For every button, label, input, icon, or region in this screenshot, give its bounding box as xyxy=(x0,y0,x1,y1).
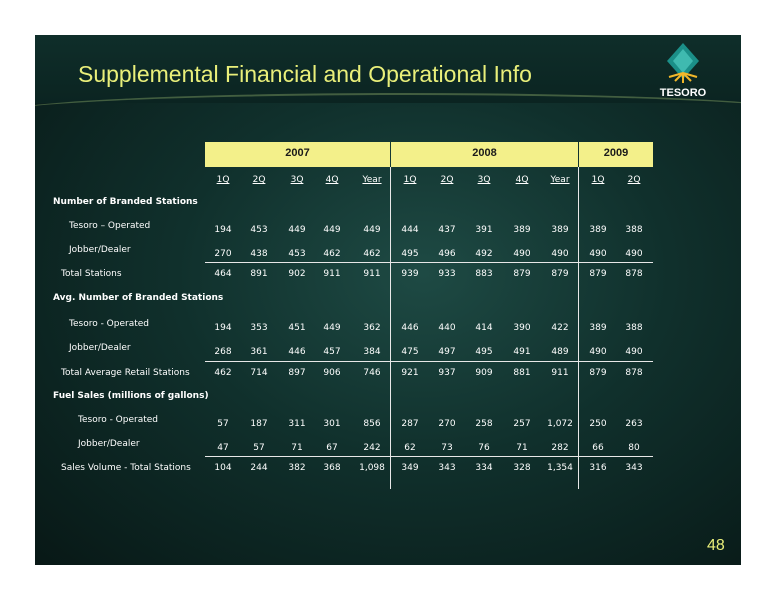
table-cell: 362 xyxy=(363,323,381,333)
row-divider xyxy=(205,262,653,263)
row-label: Total Average Retail Stations xyxy=(61,368,190,378)
row-label: Tesoro - Operated xyxy=(78,415,159,425)
row-label: Jobber/Dealer xyxy=(69,343,131,353)
table-cell: 492 xyxy=(475,249,493,259)
table-cell: 449 xyxy=(323,323,341,333)
table-cell: 270 xyxy=(214,249,232,259)
table-cell: 906 xyxy=(323,368,341,378)
table-cell: 353 xyxy=(250,323,268,333)
table-cell: 879 xyxy=(551,269,569,279)
table-cell: 62 xyxy=(404,443,416,453)
table-cell: 384 xyxy=(363,347,381,357)
table-cell: 449 xyxy=(363,225,381,235)
year-label: 2009 xyxy=(603,147,629,159)
table-cell: 879 xyxy=(589,368,607,378)
table-cell: 263 xyxy=(625,419,643,429)
table-cell: 438 xyxy=(250,249,268,259)
table-cell: 495 xyxy=(475,347,493,357)
table-cell: 911 xyxy=(551,368,569,378)
table-cell: 194 xyxy=(214,323,232,333)
table-cell: 449 xyxy=(288,225,306,235)
table-cell: 746 xyxy=(363,368,381,378)
table-cell: 878 xyxy=(625,368,643,378)
table-cell: 287 xyxy=(401,419,419,429)
table-cell: 490 xyxy=(589,347,607,357)
table-cell: 80 xyxy=(628,443,640,453)
table-cell: 71 xyxy=(291,443,303,453)
table-cell: 446 xyxy=(401,323,419,333)
table-cell: 57 xyxy=(253,443,265,453)
table-cell: 349 xyxy=(401,463,419,473)
table-cell: 368 xyxy=(323,463,341,473)
table-cell: 390 xyxy=(513,323,531,333)
row-label: Fuel Sales (millions of gallons) xyxy=(53,391,209,401)
table-cell: 462 xyxy=(323,249,341,259)
page-number: 48 xyxy=(707,537,725,554)
row-label: Sales Volume - Total Stations xyxy=(61,463,191,473)
logo-text: TESORO xyxy=(659,87,707,99)
quarter-header: Year xyxy=(550,175,570,185)
table-cell: 453 xyxy=(288,249,306,259)
quarter-header: 2Q xyxy=(440,175,454,185)
table-cell: 444 xyxy=(401,225,419,235)
table-cell: 490 xyxy=(551,249,569,259)
table-cell: 453 xyxy=(250,225,268,235)
table-cell: 921 xyxy=(401,368,419,378)
table-cell: 258 xyxy=(475,419,493,429)
table-cell: 933 xyxy=(438,269,456,279)
table-cell: 328 xyxy=(513,463,531,473)
tesoro-logo xyxy=(653,41,713,103)
row-label: Total Stations xyxy=(61,269,122,279)
table-cell: 388 xyxy=(625,225,643,235)
row-label: Tesoro - Operated xyxy=(69,319,150,329)
quarter-header: 1Q xyxy=(403,175,417,185)
table-cell: 73 xyxy=(441,443,453,453)
table-cell: 282 xyxy=(551,443,569,453)
table-cell: 388 xyxy=(625,323,643,333)
year-label: 2008 xyxy=(472,147,497,159)
table-cell: 389 xyxy=(551,225,569,235)
quarter-header: 2Q xyxy=(627,175,641,185)
table-cell: 909 xyxy=(475,368,493,378)
table-cell: 270 xyxy=(438,419,456,429)
table-cell: 939 xyxy=(401,269,419,279)
table-cell: 911 xyxy=(323,269,341,279)
table-cell: 495 xyxy=(401,249,419,259)
table-cell: 856 xyxy=(363,419,381,429)
year-label: 2007 xyxy=(285,147,310,159)
table-cell: 878 xyxy=(625,269,643,279)
decorative-swoosh xyxy=(35,93,741,135)
table-cell: 268 xyxy=(214,347,232,357)
table-cell: 902 xyxy=(288,269,306,279)
table-cell: 440 xyxy=(438,323,456,333)
quarter-header: 4Q xyxy=(515,175,529,185)
table-cell: 66 xyxy=(592,443,604,453)
table-cell: 883 xyxy=(475,269,493,279)
row-label: Number of Branded Stations xyxy=(53,197,198,207)
table-cell: 67 xyxy=(326,443,338,453)
quarter-header: 1Q xyxy=(216,175,230,185)
table-cell: 382 xyxy=(288,463,306,473)
table-cell: 462 xyxy=(363,249,381,259)
row-label: Jobber/Dealer xyxy=(78,439,140,449)
tesoro-starburst-icon xyxy=(653,41,713,87)
table-cell: 497 xyxy=(438,347,456,357)
table-cell: 194 xyxy=(214,225,232,235)
table-cell: 490 xyxy=(625,249,643,259)
table-cell: 389 xyxy=(589,225,607,235)
table-cell: 301 xyxy=(323,419,341,429)
quarter-header: 3Q xyxy=(290,175,304,185)
table-cell: 334 xyxy=(475,463,493,473)
table-cell: 422 xyxy=(551,323,569,333)
quarter-header: 3Q xyxy=(477,175,491,185)
table-cell: 911 xyxy=(363,269,381,279)
table-cell: 490 xyxy=(589,249,607,259)
table-cell: 491 xyxy=(513,347,531,357)
table-cell: 451 xyxy=(288,323,306,333)
table-cell: 343 xyxy=(438,463,456,473)
table-cell: 1,098 xyxy=(359,463,385,473)
table-cell: 244 xyxy=(250,463,268,473)
table-cell: 490 xyxy=(513,249,531,259)
table-cell: 490 xyxy=(625,347,643,357)
slide xyxy=(35,35,741,565)
row-divider xyxy=(205,361,653,362)
table-cell: 464 xyxy=(214,269,232,279)
table-cell: 437 xyxy=(438,225,456,235)
table-cell: 897 xyxy=(288,368,306,378)
row-label: Avg. Number of Branded Stations xyxy=(53,293,224,303)
table-cell: 257 xyxy=(513,419,531,429)
quarter-header: 1Q xyxy=(591,175,605,185)
table-cell: 76 xyxy=(478,443,490,453)
table-cell: 881 xyxy=(513,368,531,378)
table-cell: 389 xyxy=(513,225,531,235)
table-cell: 71 xyxy=(516,443,528,453)
table-cell: 361 xyxy=(250,347,268,357)
table-cell: 714 xyxy=(250,368,268,378)
table-cell: 879 xyxy=(589,269,607,279)
table-cell: 316 xyxy=(589,463,607,473)
table-cell: 389 xyxy=(589,323,607,333)
table-cell: 242 xyxy=(363,443,381,453)
table-cell: 187 xyxy=(250,419,268,429)
table-cell: 391 xyxy=(475,225,493,235)
row-divider xyxy=(205,456,653,457)
quarter-header: Year xyxy=(362,175,382,185)
table-cell: 449 xyxy=(323,225,341,235)
table-cell: 47 xyxy=(217,443,229,453)
table-cell: 462 xyxy=(214,368,232,378)
table-cell: 937 xyxy=(438,368,456,378)
table-cell: 891 xyxy=(250,269,268,279)
table-cell: 250 xyxy=(589,419,607,429)
table-cell: 496 xyxy=(438,249,456,259)
row-label: Tesoro – Operated xyxy=(69,221,151,231)
table-cell: 104 xyxy=(214,463,232,473)
table-cell: 311 xyxy=(288,419,306,429)
table-cell: 343 xyxy=(625,463,643,473)
table-cell: 457 xyxy=(323,347,341,357)
quarter-header: 4Q xyxy=(325,175,339,185)
quarter-header: 2Q xyxy=(252,175,266,185)
table-cell: 1,072 xyxy=(547,419,573,429)
table-cell: 475 xyxy=(401,347,419,357)
slide-title: Supplemental Financial and Operational Info xyxy=(78,61,532,87)
table-cell: 414 xyxy=(475,323,493,333)
table-cell: 57 xyxy=(217,419,229,429)
table-cell: 446 xyxy=(288,347,306,357)
row-label: Jobber/Dealer xyxy=(69,245,131,255)
table-cell: 879 xyxy=(513,269,531,279)
table-cell: 1,354 xyxy=(547,463,573,473)
table-cell: 489 xyxy=(551,347,569,357)
